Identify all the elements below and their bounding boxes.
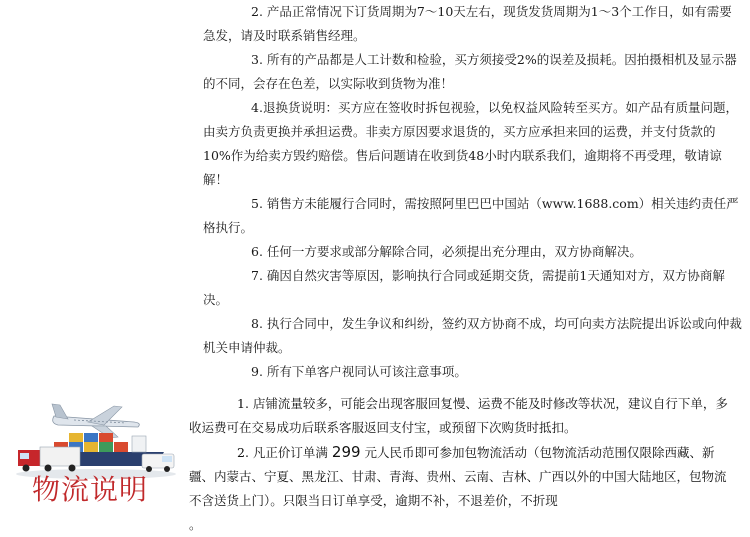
note-text: 元人民币即可参加包物流活动（包物流活动范围仅限除西藏、新疆、内蒙古、宁夏、黑龙江、甘肃、青海、贵州、云南、吉林、广西以外的中国大陆地区，包物流不含送货上门）。只限当日订单享受，逾期不补，不退差价，不折现: [189, 445, 727, 508]
term-text: 执行合同中，发生争议和纠纷，签约双方协商不成，均可向卖方法院提出诉讼或向仲裁机关申请仲裁。: [203, 316, 742, 355]
term-number: 9.: [251, 364, 263, 379]
term-item: [203, 264, 743, 312]
term-text: 销售方未能履行合同时，需按照阿里巴巴中国站（www.1688.com）相关违约责任严格执行。: [203, 196, 739, 235]
truck-icon: [18, 447, 80, 472]
note-text: 店铺流量较多，可能会出现客服回复慢、运费不能及时修改等状况，建议自行下单，多收运费可在交易成功后联系客服返回支付宝，或预留下次购货时抵扣。: [189, 396, 728, 435]
note-text: 凡正价订单满: [252, 445, 328, 460]
logistics-section: [0, 392, 750, 532]
term-number: 6.: [251, 244, 263, 259]
logistics-title: 物流说明: [32, 473, 149, 506]
term-number: 8.: [251, 316, 263, 331]
term-item: [203, 192, 743, 240]
shipping-notes: [189, 392, 734, 532]
free-shipping-threshold: 299: [331, 443, 361, 461]
term-item: [203, 312, 743, 360]
term-number: 7.: [251, 268, 263, 283]
term-item: [203, 360, 743, 384]
term-text: 任何一方要求或部分解除合同，必须提出充分理由，双方协商解决。: [266, 244, 642, 259]
term-item: [203, 96, 743, 192]
term-item: [203, 48, 743, 96]
terms-list: [203, 0, 743, 384]
term-number: 3.: [251, 52, 263, 67]
van-icon: [142, 454, 174, 472]
term-text: 所有的产品都是人工计数和检验，买方须接受2%的误差及损耗。因拍摄相机及显示器的不同，会存在色差，以实际收到货物为准！: [203, 52, 737, 91]
tail-punctuation: 。: [189, 517, 202, 532]
airplane-icon: [52, 404, 139, 438]
term-text: 所有下单客户视同认可该注意事项。: [266, 364, 467, 379]
term-item: [203, 0, 743, 48]
term-number: 4.: [251, 100, 263, 115]
term-number: 5.: [251, 196, 263, 211]
note-number: 2.: [237, 445, 249, 460]
shipping-note: [189, 392, 734, 440]
logistics-illustration: [14, 392, 179, 480]
shipping-note: [189, 440, 734, 513]
term-text: 确因自然灾害等原因，影响执行合同或延期交货，需提前1天通知对方，双方协商解决。: [203, 268, 725, 307]
term-text: 产品正常情况下订货周期为7～10天左右，现货发货周期为1～3个工作日，如有需要急发，请及时联系销售经理。: [203, 4, 732, 43]
note-number: 1.: [237, 396, 249, 411]
term-item: [203, 240, 743, 264]
term-text: 退换货说明：买方应在签收时拆包视验，以免权益风险转至买方。如产品有质量问题，由卖方负责更换并承担运费。非卖方原因要求退货的，买方应承担来回的运费，并支付货款的10%作为给卖方毁约赔偿。售后问题请在收到货48小时内联系我们，逾期将不再受理，敬请谅解！: [203, 100, 738, 187]
term-number: 2.: [251, 4, 263, 19]
